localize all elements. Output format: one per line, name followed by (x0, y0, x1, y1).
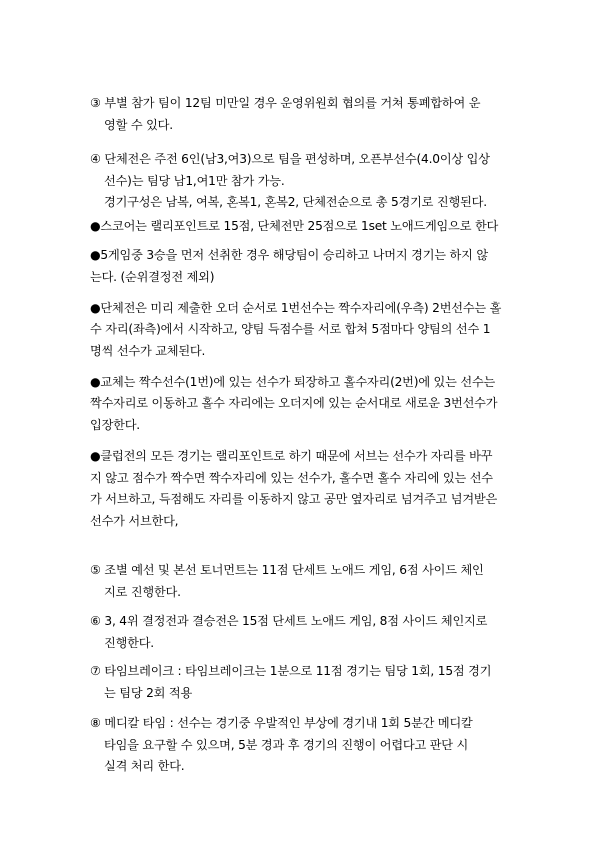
rule-4-line-1: ④ 단체전은 주전 6인(남3,여3)으로 팀을 편성하며, 오픈부선수(4.0이상 입상 (90, 152, 490, 166)
bullet-club-line-4: 선수가 서브한다, (90, 514, 179, 528)
rule-5-line-2: 지로 진행한다. (104, 585, 181, 599)
bullet-club-line-2: 지 않고 점수가 짝수면 짝수자리에 있는 선수가, 홀수면 홀수 자리에 있는 선수 (90, 471, 493, 485)
rule-3-line-2: 영할 수 있다. (104, 118, 173, 132)
bullet-win-line-1: ●5게임중 3승을 먼저 선취한 경우 해당팀이 승리하고 나머지 경기는 하지 않 (90, 248, 488, 262)
bullet-swap-line-2: 짝수자리로 이동하고 홀수 자리에는 오더지에 있는 순서대로 새로운 3번선수가 (90, 396, 498, 410)
rule-5-line-1: ⑤ 조별 예선 및 본선 토너먼트는 11점 단세트 노애드 게임, 6점 사이드 체인 (90, 563, 484, 577)
rule-8-line-2: 타임을 요구할 수 있으며, 5분 경과 후 경기의 진행이 어렵다고 판단 시 (104, 738, 469, 752)
bullet-win-line-2: 는다. (순위결정전 제외) (90, 270, 215, 284)
rule-3-line-1: ③ 부별 참가 팀이 12팀 미만일 경우 운영위원회 협의를 거쳐 통폐합하여 운 (90, 96, 481, 110)
rule-7-line-1: ⑦ 타임브레이크 : 타임브레이크는 1분으로 11점 경기는 팀당 1회, 15점 경기 (90, 664, 492, 678)
bullet-swap-line-3: 입장한다. (90, 418, 140, 432)
bullet-club-line-1: ●클럽전의 모든 경기는 랠리포인트로 하기 때문에 서브는 선수가 자리를 바꾸 (90, 449, 493, 463)
bullet-team-line-1: ●단체전은 미리 제출한 오더 순서로 1번선수는 짝수자리에(우측) 2번선수는 홀 (90, 301, 502, 315)
bullet-team-line-2: 수 자리(좌측)에서 시작하고, 양팀 득점수를 서로 합쳐 5점마다 양팀의 선수 1 (90, 322, 491, 336)
rule-8-line-3: 실격 처리 한다. (104, 759, 185, 773)
rule-6-line-2: 진행한다. (104, 636, 154, 650)
bullet-score-line-1: ●스코어는 랠리포인트로 15점, 단체전만 25점으로 1set 노애드게임으로 한다 (90, 219, 499, 233)
rule-7-line-2: 는 팀당 2회 적용 (104, 686, 193, 700)
bullet-team-line-3: 명씩 선수가 교체된다. (90, 344, 206, 358)
rule-8-line-1: ⑧ 메디칼 타임 : 선수는 경기중 우발적인 부상에 경기내 1회 5분간 메디칼 (90, 716, 473, 730)
rule-4-line-2: 선수)는 팀당 남1,여1만 참가 가능. (104, 174, 285, 188)
rule-4-line-3: 경기구성은 남복, 여복, 혼복1, 혼복2, 단체전순으로 총 5경기로 진행된다. (104, 195, 487, 209)
bullet-swap-line-1: ●교체는 짝수선수(1번)에 있는 선수가 퇴장하고 홀수자리(2번)에 있는 선수는 (90, 375, 496, 389)
bullet-club-line-3: 가 서브하고, 득점해도 자리를 이동하지 않고 공만 옆자리로 넘겨주고 넘겨받은 (90, 492, 498, 506)
rule-6-line-1: ⑥ 3, 4위 결정전과 결승전은 15점 단세트 노애드 게임, 8점 사이드 체인지로 (90, 614, 488, 628)
